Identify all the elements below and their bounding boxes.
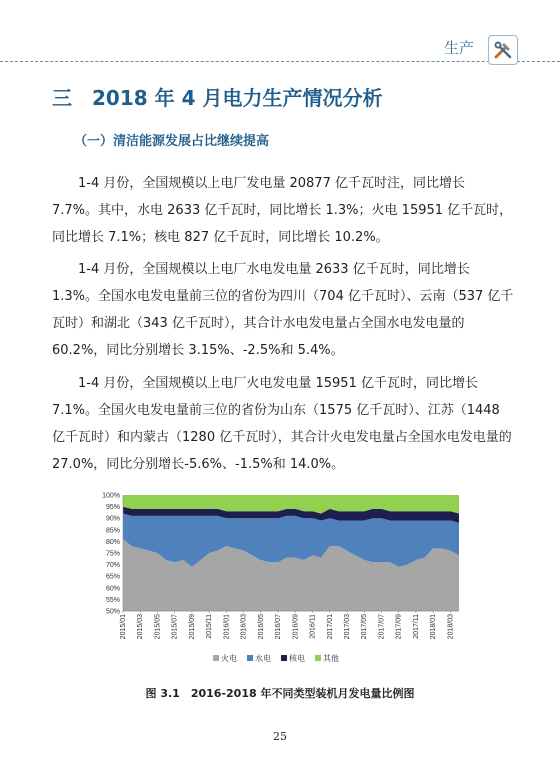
y-tick-label: 80%	[105, 538, 120, 546]
page-number: 25	[273, 730, 287, 743]
section-label: 生产	[444, 39, 475, 57]
legend-swatch-3	[315, 655, 321, 661]
legend-label-3: 其他	[323, 654, 339, 663]
legend-label-2: 核电	[289, 654, 305, 663]
y-tick-label: 100%	[102, 492, 120, 500]
y-tick-label: 75%	[105, 550, 120, 558]
x-tick-label: 2017/03	[344, 614, 351, 640]
tools-icon	[488, 35, 518, 65]
x-tick-label: 2016/11	[309, 614, 317, 639]
paragraph-3: 1-4 月份，全国规模以上电厂火电发电量 15951 亿千瓦时，同比增长 7.1%。全国火电发电量前三位的省份为山东（1575 亿千瓦时）、江苏（1448 亿千瓦时）和内蒙古（1280 亿千瓦时），其合计火电发电量占全国水电发电量的 27.0%，同比分别增长-5.6%、-1.5%和 14.0%。	[52, 376, 512, 472]
x-tick-label: 2015/09	[188, 614, 196, 640]
x-tick-label: 2017/01	[326, 614, 334, 640]
y-tick-label: 70%	[105, 562, 120, 570]
paragraph-2: 1-4 月份，全国规模以上电厂水电发电量 2633 亿千瓦时，同比增长 1.3%。全国水电发电量前三位的省份为四川（704 亿千瓦时）、云南（537 亿千瓦时）和湖北（343 亿千瓦时），其合计水电发电量占全国水电发电量的 60.2%，同比分别增长 3.15%、-2.5%和 5.4%。	[52, 262, 514, 358]
x-tick-label: 2017/09	[395, 614, 403, 640]
x-tick-label: 2016/03	[240, 614, 248, 640]
x-tick-label: 2015/07	[171, 614, 179, 640]
legend-label-0: 火电	[221, 654, 237, 663]
x-tick-label: 2015/05	[154, 614, 162, 640]
x-tick-label: 2016/07	[275, 614, 283, 640]
legend-swatch-1	[247, 655, 253, 661]
x-tick-label: 2016/09	[292, 614, 300, 640]
legend-swatch-0	[213, 655, 219, 661]
x-tick-label: 2016/05	[257, 614, 265, 640]
x-tick-label: 2017/07	[378, 614, 386, 640]
figure-caption: 图 3.1 2016-2018 年不同类型装机月发电量比例图	[145, 687, 415, 700]
y-tick-label: 85%	[105, 527, 120, 535]
generation-share-chart	[93, 485, 465, 667]
header-rule	[0, 61, 560, 62]
x-tick-label: 2015/03	[137, 614, 145, 640]
legend-label-1: 水电	[255, 654, 271, 663]
y-tick-label: 50%	[105, 608, 120, 616]
section-title: 三 2018 年 4 月电力生产情况分析	[52, 86, 383, 110]
y-tick-label: 60%	[105, 585, 120, 593]
x-tick-label: 2015/01	[120, 614, 127, 640]
y-tick-label: 95%	[105, 504, 120, 512]
legend-swatch-2	[281, 655, 287, 661]
y-tick-label: 90%	[105, 515, 120, 523]
paragraph-1: 1-4 月份，全国规模以上电厂发电量 20877 亿千瓦时注，同比增长 7.7%。其中，水电 2633 亿千瓦时，同比增长 1.3%；火电 15951 亿千瓦时，同比增长 7.1%；核电 827 亿千瓦时，同比增长 10.2%。	[52, 176, 513, 245]
subsection-title: （一）清洁能源发展占比继续提高	[74, 134, 270, 149]
y-tick-label: 55%	[105, 596, 120, 604]
x-tick-label: 2016/01	[223, 614, 231, 640]
x-tick-label: 2015/11	[206, 614, 214, 639]
x-tick-label: 2018/01	[430, 614, 438, 640]
chart-svg	[93, 485, 465, 667]
y-tick-label: 65%	[105, 573, 120, 581]
x-tick-label: 2018/03	[447, 614, 455, 640]
x-tick-label: 2017/05	[361, 614, 369, 640]
x-tick-label: 2017/11	[412, 614, 420, 639]
